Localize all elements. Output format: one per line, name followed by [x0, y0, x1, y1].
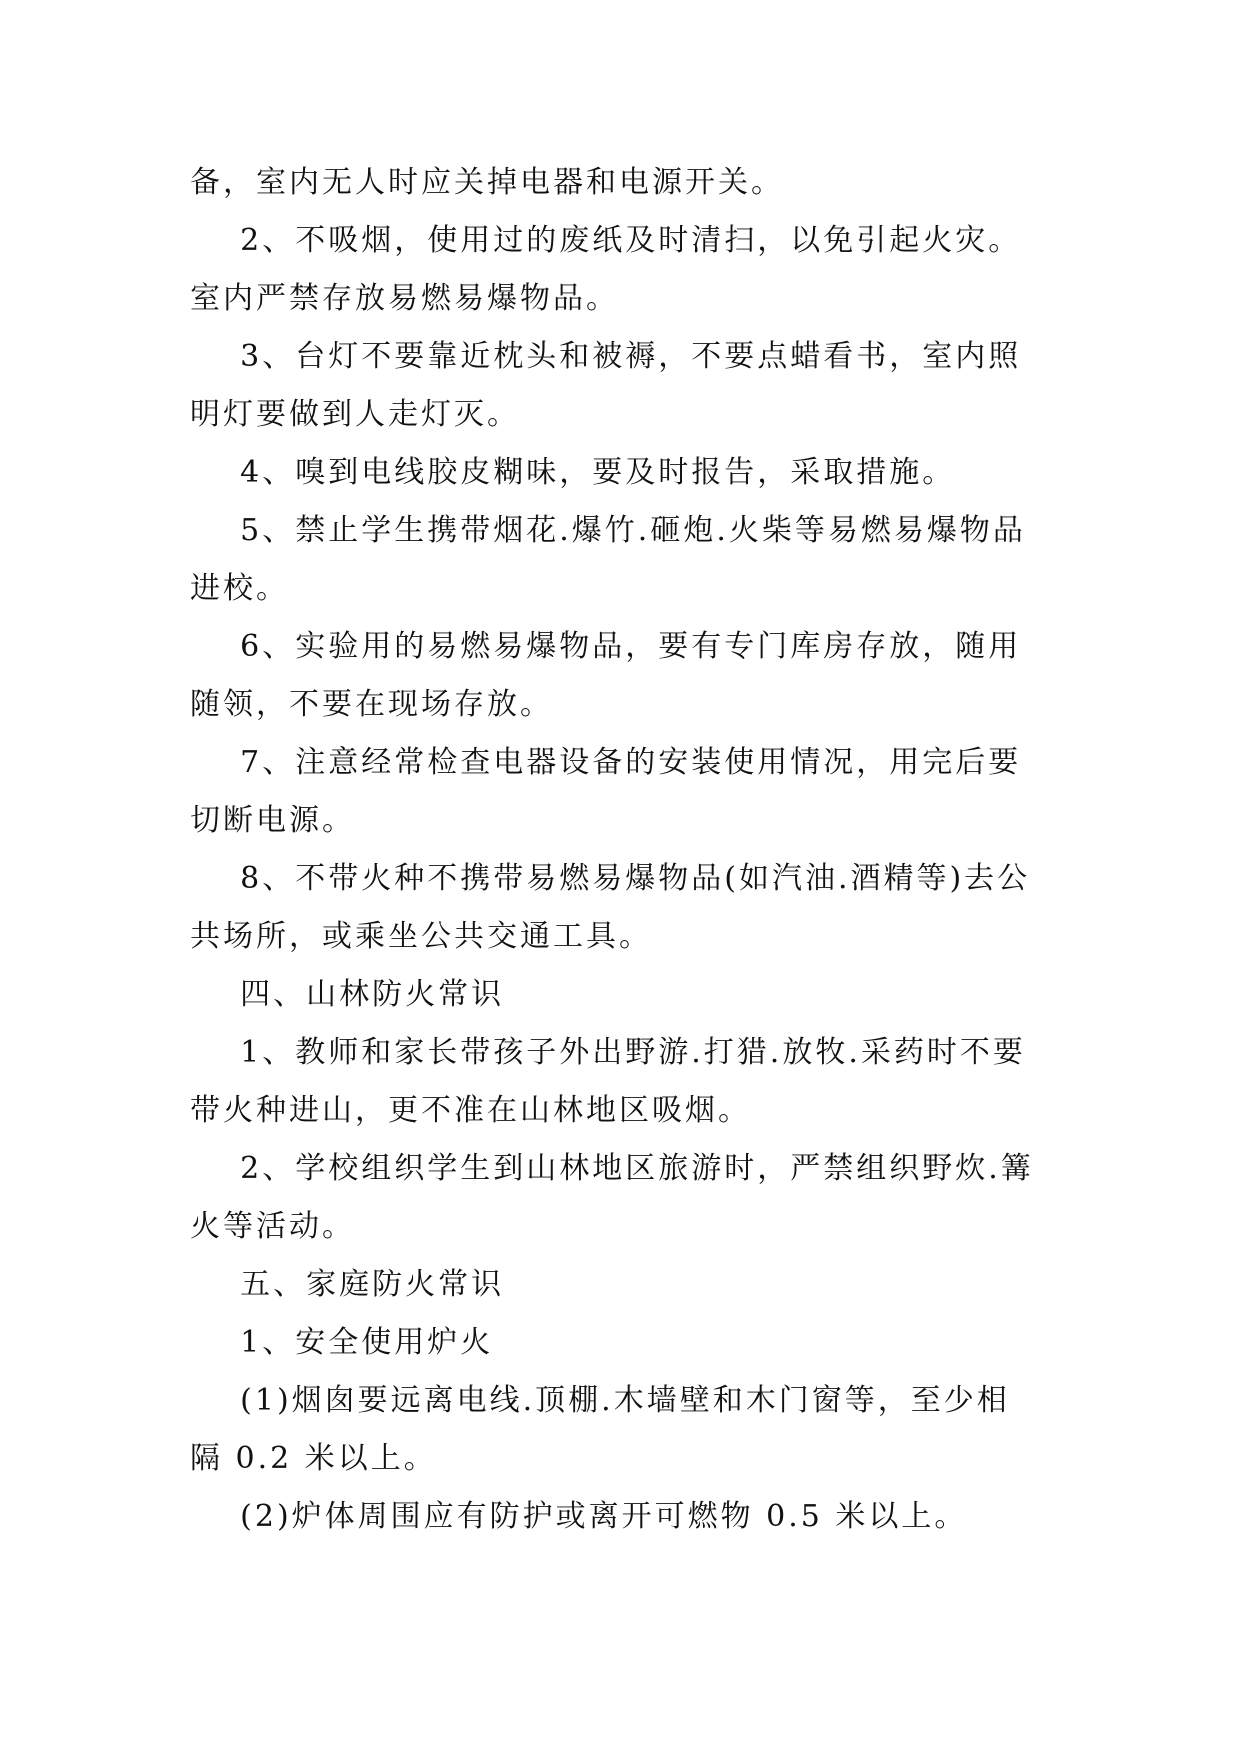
- text-line: 6、实验用的易燃易爆物品，要有专门库房存放，随用: [190, 629, 1022, 664]
- text-line: (2)炉体周围应有防护或离开可燃物 0.5 米以上。: [190, 1499, 968, 1534]
- text-line: 明灯要做到人走灯灭。: [190, 397, 520, 432]
- text-line: (1)烟囱要远离电线.顶棚.木墙壁和木门窗等，至少相: [190, 1383, 1010, 1418]
- text-line: 8、不带火种不携带易燃易爆物品(如汽油.酒精等)去公: [190, 861, 1031, 896]
- section-heading: 五、家庭防火常识: [190, 1267, 505, 1302]
- text-line: 随领，不要在现场存放。: [190, 687, 553, 722]
- section-heading: 四、山林防火常识: [190, 977, 505, 1012]
- text-line: 1、教师和家长带孩子外出野游.打猎.放牧.采药时不要: [190, 1035, 1026, 1070]
- subsection-heading: 1、安全使用炉火: [190, 1325, 494, 1360]
- text-line: 进校。: [190, 571, 289, 606]
- document-body: [190, 154, 1050, 1546]
- text-line: 3、台灯不要靠近枕头和被褥，不要点蜡看书，室内照: [190, 339, 1022, 374]
- text-line: 隔 0.2 米以上。: [190, 1441, 437, 1476]
- text-line: 火等活动。: [190, 1209, 355, 1244]
- text-line: 备，室内无人时应关掉电器和电源开关。: [190, 165, 784, 200]
- text-line: 共场所，或乘坐公共交通工具。: [190, 919, 652, 954]
- text-line: 7、注意经常检查电器设备的安装使用情况，用完后要: [190, 745, 1022, 780]
- text-line: 切断电源。: [190, 803, 355, 838]
- text-line: 带火种进山，更不准在山林地区吸烟。: [190, 1093, 751, 1128]
- text-line: 室内严禁存放易燃易爆物品。: [190, 281, 619, 316]
- text-line: 2、学校组织学生到山林地区旅游时，严禁组织野炊.篝: [190, 1151, 1034, 1186]
- text-line: 5、禁止学生携带烟花.爆竹.砸炮.火柴等易燃易爆物品: [190, 513, 1026, 548]
- text-line: 4、嗅到电线胶皮糊味，要及时报告，采取措施。: [190, 455, 956, 490]
- text-line: 2、不吸烟，使用过的废纸及时清扫，以免引起火灾。: [190, 223, 1022, 258]
